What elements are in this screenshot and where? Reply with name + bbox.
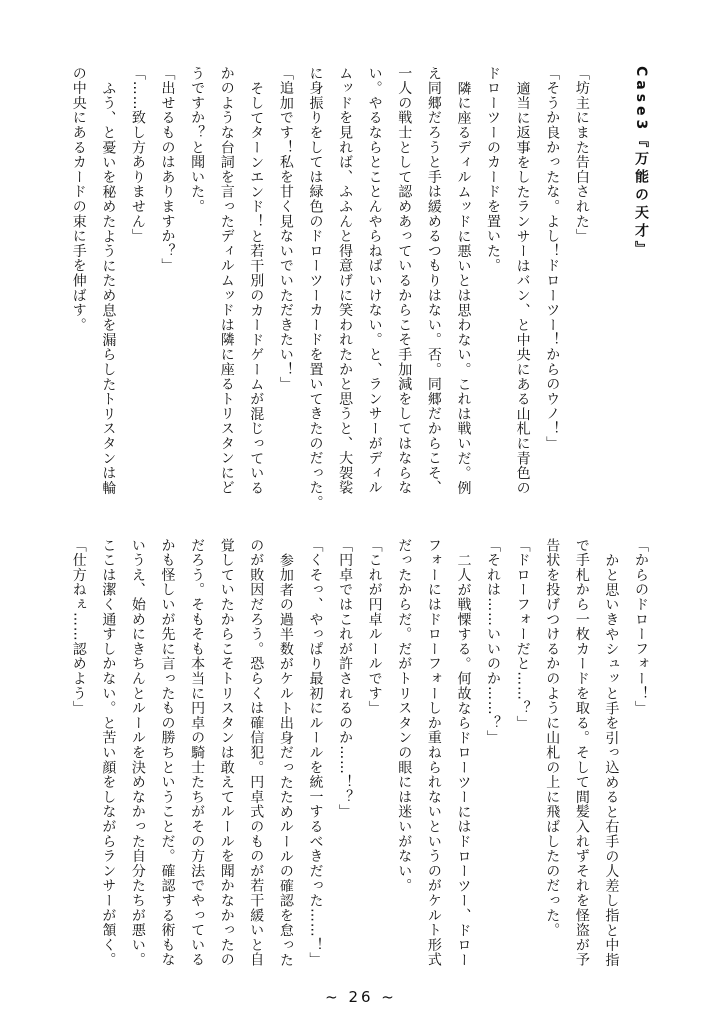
text-line: に身振りをしては緑色のドローツーカードを置いてきたのだった。 (307, 66, 324, 510)
text-line: かのような台詞を言ったディルムッドは隣に座るトリスタンにど (218, 66, 235, 496)
text-line: ムッドを見れば、ふふんと得意げに笑われたかと思うと、大袈裟 (337, 66, 354, 496)
text-line: い。やるならとことんやらねばいけない。と、ランサーがディル (366, 66, 383, 496)
text-line: ふう、と憂いを秘めたようにため息を漏らしたトリスタンは輪 (100, 80, 117, 496)
text-line: そしてターンエンド！と若干別のカードゲームが混じっている (248, 80, 265, 496)
text-line: 隣に座るディルムッドに悪いとは思わない。これは戦いだ。例 (455, 80, 472, 496)
text-line: 「ドローフォーだと……？」 (514, 538, 531, 731)
text-line: かも怪しいが先に言ったもの勝ちということだ。確認する術もな (159, 538, 176, 968)
text-line: の中央にあるカードの束に手を伸ばす。 (70, 66, 87, 333)
text-line: 一人の戦士として認めあっているからこそ手加減をしてはならな (396, 66, 413, 496)
text-block-top (55, 66, 655, 516)
text-line: 参加者の過半数がケルト出身だったためルールの確認を怠った (277, 552, 294, 968)
text-block-bottom (55, 538, 655, 978)
blank-line (596, 66, 626, 516)
text-line: 「そうか良かったな。よし！ドローツー！からのウノ！」 (544, 66, 561, 451)
text-line: フォーにはドローフォーしか重ねられないというのがケルト形式 (425, 538, 442, 968)
page-number: ~ 26 ~ (325, 988, 397, 1006)
text-line: 「坊主にまた告白された」 (573, 66, 590, 244)
text-line: 「追加です！私を甘く見ないでいただきたい！」 (277, 66, 294, 392)
text-line: うですか？と聞いた。 (189, 66, 206, 214)
text-line: 覚していたからこそトリスタンは敢えてルールを聞かなかったの (218, 538, 235, 968)
text-line: 「これが円卓ルールです」 (366, 538, 383, 716)
text-line: だったからだ。だがトリスタンの眼には迷いがない。 (396, 538, 413, 894)
text-line: 「円卓ではこれが許されるのか……！？」 (337, 538, 354, 820)
text-line: ドローツーのカードを置いた。 (485, 66, 502, 274)
text-line: で手札から一枚カードを取る。そして間髪入れずそれを怪盗が予 (573, 538, 590, 968)
text-line: のが敗因だろう。恐らくは確信犯。円卓式のものが若干緩いと自 (248, 538, 265, 968)
text-line: 二人が戦慄する。何故ならドローツーにはドローツー、ドロー (455, 552, 472, 968)
text-line: 「出せるものはありますか？」 (159, 66, 176, 274)
text-line: 告状を投げつけるかのように山札の上に飛ばしたのだった。 (544, 538, 561, 938)
text-line: いうえ、始めにきちんとルールを決めなかった自分たちが悪い。 (129, 538, 146, 968)
text-line: かと思いきやシュッと手を引っ込めると右手の人差し指と中指 (603, 552, 620, 968)
text-line: 適当に返事をしたランサーはバン、と中央にある山札に青色の (514, 80, 531, 496)
text-line: 「くそっ、やっぱり最初にルールを統一するべきだった……！」 (307, 538, 324, 968)
text-line: ここは潔く通すしかない。と苦い顔をしながらランサーが頷く。 (100, 538, 117, 968)
text-line: 「……致し方ありません」 (129, 66, 146, 244)
text-line: え同郷だろうと手は緩めるつもりはない。否。同郷だからこそ、 (425, 66, 442, 496)
text-line: 「仕方ねぇ……認めよう」 (70, 538, 87, 716)
chapter-title: Case3『万能の天才』 (633, 66, 649, 260)
text-line: だろう。そもそも本当に円卓の騎士たちがその方法でやっている (189, 538, 206, 968)
text-line: 「それは……いいのか……？」 (485, 538, 502, 746)
text-line: 「からのドローフォー！」 (633, 538, 649, 716)
